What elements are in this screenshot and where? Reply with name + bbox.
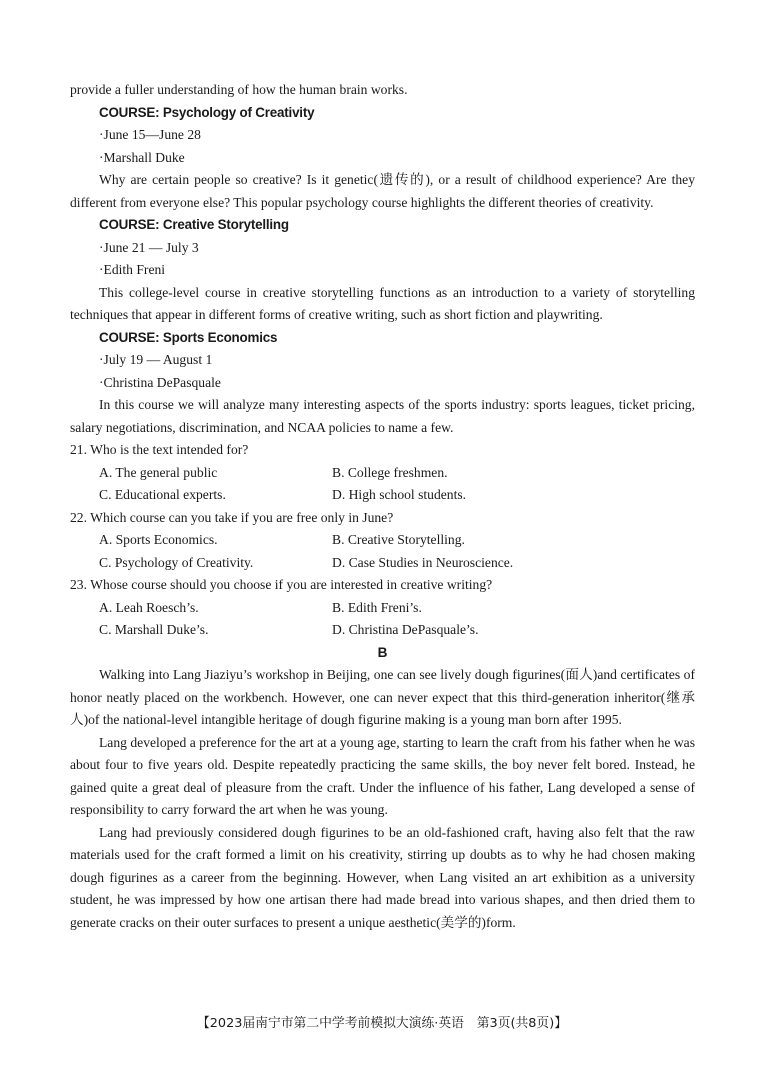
question-stem: 22. Which course can you take if you are free only in June? xyxy=(70,509,394,525)
option-c: C. Marshall Duke’s. xyxy=(99,622,209,637)
course-dates: ·June 21 — July 3 xyxy=(99,239,199,255)
question-stem: 23. Whose course should you choose if you are interested in creative writing? xyxy=(70,577,493,592)
passage-paragraph: Lang had previously considered dough figurines to be an old-fashioned craft, having also felt that the raw materials used for the craft formed a limit on his creativity, stirring up doubts as to why he had chosen making dough figurines as a career from the beginning. However, when Lang visited an art exhibition as a university student, he was impressed by how one artisan there had made bread into various shapes, and then dried them to generate cracks on their outer surfaces to present a unique aesthetic(美学的)form. xyxy=(70,824,695,930)
course-description: Why are certain people so creative? Is it genetic(遗传的), or a result of childhood experience? Are they different from everyone else? This popular psychology course highlights the different theories of creativity. xyxy=(70,172,695,210)
course-block xyxy=(70,327,695,440)
course-title: COURSE: Psychology of Creativity xyxy=(99,104,315,120)
answer-options xyxy=(70,462,695,507)
option-a: A. Sports Economics. xyxy=(99,532,218,547)
answer-options xyxy=(70,529,695,574)
option-d: D. Case Studies in Neuroscience. xyxy=(332,554,514,570)
option-c: C. Psychology of Creativity. xyxy=(99,554,254,570)
passage-paragraph: Walking into Lang Jiaziyu’s workshop in Beijing, one can see lively dough figurines(面人)and certificates of honor neatly placed on the workbench. However, one can never expect that this third-generation inheritor(继承人)of the national-level intangible heritage of dough figurine making is a young man born after 1995. xyxy=(70,667,695,727)
answer-options xyxy=(70,597,695,642)
option-a: A. The general public xyxy=(99,464,218,480)
option-a: A. Leah Roesch’s. xyxy=(99,599,199,615)
course-block xyxy=(70,102,695,215)
option-d: D. Christina DePasquale’s. xyxy=(332,622,479,637)
document-body xyxy=(70,79,695,934)
question-stem: 21. Who is the text intended for? xyxy=(70,442,249,457)
course-dates: ·July 19 — August 1 xyxy=(99,352,213,367)
section-heading: B xyxy=(377,644,388,660)
option-d: D. High school students. xyxy=(332,487,467,502)
question-block xyxy=(70,439,695,507)
course-block xyxy=(70,214,695,327)
course-description: This college-level course in creative storytelling functions as an introduction to a variety of storytelling techniques that appear in different forms of creative writing, such as short fiction and playwriting. xyxy=(70,284,695,322)
question-block xyxy=(70,574,695,642)
course-dates: ·June 15—June 28 xyxy=(99,127,201,142)
question-block xyxy=(70,507,695,575)
course-instructor: ·Marshall Duke xyxy=(99,149,185,165)
option-c: C. Educational experts. xyxy=(99,487,226,502)
course-title: COURSE: Creative Storytelling xyxy=(99,217,289,232)
course-title: COURSE: Sports Economics xyxy=(99,329,278,345)
page-footer: 【2023届南宁市第二中学考前模拟大演练·英语 第3页(共8页)】 xyxy=(196,1016,568,1031)
option-b: B. Creative Storytelling. xyxy=(332,532,465,547)
course-instructor: ·Edith Freni xyxy=(99,262,166,277)
option-b: B. College freshmen. xyxy=(332,464,448,480)
intro-tail-line: provide a fuller understanding of how the human brain works. xyxy=(70,82,408,97)
passage-paragraph: Lang developed a preference for the art at a young age, starting to learn the craft from his father when he was about four to five years old. Despite repeatedly practicing the same skills, the boy never felt bored. Instead, he gained quite a great deal of pleasure from the craft. Under the influence of his father, Lang developed a sense of responsibility to carry forward the art when he was young. xyxy=(70,734,695,817)
course-description: In this course we will analyze many interesting aspects of the sports industry: sports leagues, ticket pricing, salary negotiations, discrimination, and NCAA policies to name a few. xyxy=(70,397,695,435)
option-b: B. Edith Freni’s. xyxy=(332,599,422,615)
course-instructor: ·Christina DePasquale xyxy=(99,374,221,390)
